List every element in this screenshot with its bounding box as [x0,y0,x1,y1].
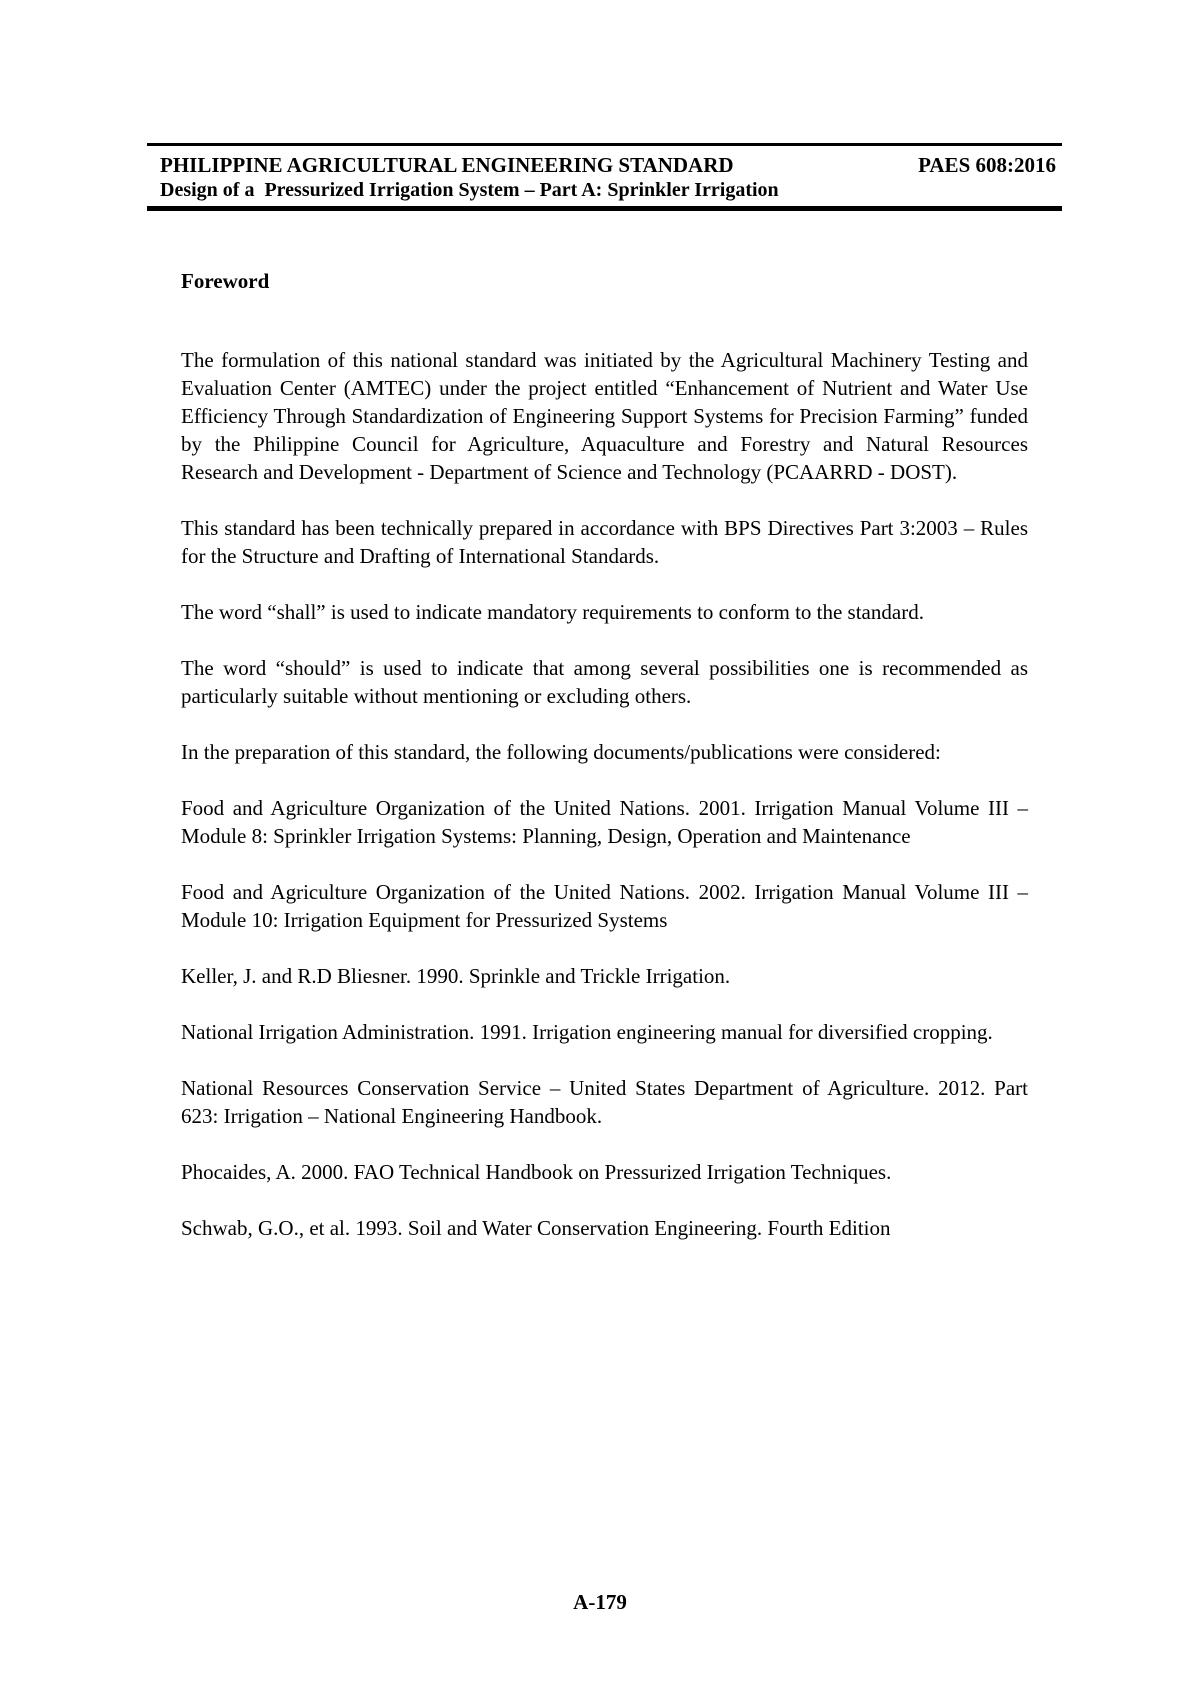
foreword-paragraph: The formulation of this national standard was initiated by the Agricultural Machinery Testing and Evaluation Center (AMTEC) under the project entitled “Enhancement of Nutrient and Water Use Efficiency Through Standardization of Engineering Support Systems for Precision Farming” funded by the Philippine Council for Agriculture, Aquaculture and Forestry and Natural Resources Research and Development - Department of Science and Technology (PCAARRD - DOST). [181,348,1028,484]
foreword-paragraph: The word “shall” is used to indicate mandatory requirements to conform to the standard. [181,600,924,624]
foreword-paragraph: This standard has been technically prepared in accordance with BPS Directives Part 3:2003 – Rules for the Structure and Drafting of International Standards. [181,516,1028,568]
foreword-paragraph: The word “should” is used to indicate that among several possibilities one is recommended as particularly suitable without mentioning or excluding others. [181,656,1028,708]
standard-code: PAES 608:2016 [918,153,1056,177]
foreword-paragraph: In the preparation of this standard, the following documents/publications were considered: [181,740,941,764]
foreword-heading: Foreword [181,269,270,293]
header-row [160,152,1056,178]
reference-item: Phocaides, A. 2000. FAO Technical Handbook on Pressurized Irrigation Techniques. [181,1160,892,1184]
reference-item: Schwab, G.O., et al. 1993. Soil and Water Conservation Engineering. Fourth Edition [181,1216,891,1240]
reference-item: Food and Agriculture Organization of the United Nations. 2001. Irrigation Manual Volume III – Module 8: Sprinkler Irrigation Systems: Planning, Design, Operation and Maintenance [181,796,1028,848]
page-number: A-179 [573,1590,627,1614]
foreword-section [181,266,1028,1270]
page-header [147,143,1062,211]
reference-item: National Resources Conservation Service – United States Department of Agriculture. 2012. Part 623: Irrigation – National Engineering Handbook. [181,1076,1028,1128]
standard-title: PHILIPPINE AGRICULTURAL ENGINEERING STANDARD [160,153,734,177]
reference-item: Keller, J. and R.D Bliesner. 1990. Sprinkle and Trickle Irrigation. [181,964,731,988]
standard-subtitle: Design of a Pressurized Irrigation System – Part A: Sprinkler Irrigation [160,179,779,201]
reference-item: Food and Agriculture Organization of the United Nations. 2002. Irrigation Manual Volume III – Module 10: Irrigation Equipment for Pressurized Systems [181,880,1028,932]
reference-item: National Irrigation Administration. 1991. Irrigation engineering manual for diversified cropping. [181,1020,993,1044]
